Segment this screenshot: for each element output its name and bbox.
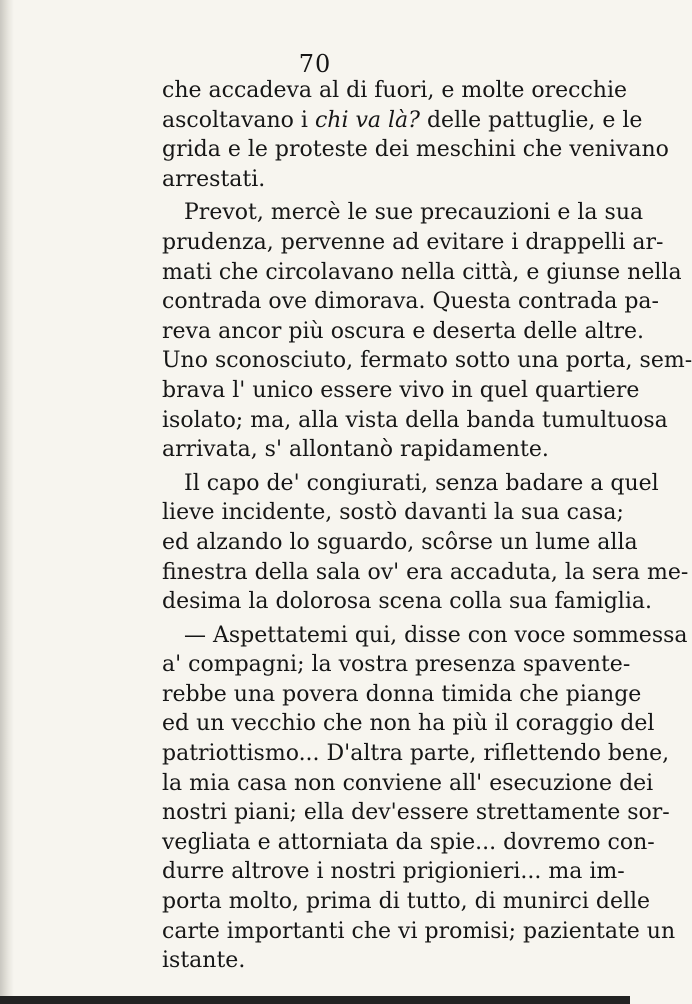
text-line: carte importanti che vi promisi; pazientate un	[162, 918, 676, 944]
text-line: brava l' unico essere vivo in quel quartiere	[162, 377, 640, 403]
text-line: durre altrove i nostri prigionieri... ma im-	[162, 859, 625, 885]
text-line: Prevot, mercè le sue precauzioni e la sua	[184, 200, 644, 226]
text-line: che accadeva al di fuori, e molte orecchie	[162, 78, 628, 103]
text-line: prudenza, pervenne ad evitare i drappelli ar-	[162, 229, 664, 255]
page-bottom-edge	[0, 996, 630, 1004]
text-line: la mia casa non conviene all' esecuzione dei	[162, 770, 654, 796]
text-line: lieve incidente, sostò davanti la sua casa;	[162, 500, 624, 526]
text-line: a' compagni; la vostra presenza spavente-	[162, 652, 631, 678]
page-body-text	[162, 76, 692, 976]
italic-phrase: chi va là?	[314, 107, 420, 133]
text-line: patriottismo... D'altra parte, riflettendo bene,	[162, 741, 670, 767]
page-binding-edge	[0, 0, 14, 1004]
text-line: reva ancor più oscura e deserta delle altre.	[162, 318, 644, 344]
text-line: finestra della sala ov' era accaduta, la sera me-	[162, 559, 689, 585]
text-line: Uno sconosciuto, fermato sotto una porta, sem-	[162, 348, 692, 374]
text-line: ed un vecchio che non ha più il coraggio del	[162, 711, 655, 737]
text-line: — Aspettatemi qui, disse con voce sommessa	[184, 622, 688, 648]
text-line: desima la dolorosa scena colla sua famiglia.	[162, 589, 652, 615]
text-line: ascoltavano i chi va là? delle pattuglie, e le	[162, 107, 643, 133]
text-line: vegliata e attorniata da spie... dovremo con-	[162, 829, 655, 855]
text-line: arrivata, s' allontanò rapidamente.	[162, 437, 549, 463]
text-line: mati che circolavano nella città, e giunse nella	[162, 259, 682, 285]
text-line: ed alzando lo sguardo, scôrse un lume alla	[162, 529, 638, 555]
text-line: rebbe una povera donna timida che piange	[162, 681, 642, 707]
text-line: isolato; ma, alla vista della banda tumultuosa	[162, 407, 668, 433]
text-line: contrada ove dimorava. Questa contrada pa-	[162, 289, 659, 315]
text-line: grida e le proteste dei meschini che venivano	[162, 137, 669, 163]
text-line: istante.	[162, 948, 246, 974]
page-number: 70	[298, 50, 332, 78]
text-line: nostri piani; ella dev'essere strettamente sor-	[162, 800, 670, 826]
text-line: arrestati.	[162, 166, 266, 192]
text-line: porta molto, prima di tutto, di munirci delle	[162, 889, 651, 915]
text-line: Il capo de' congiurati, senza badare a quel	[184, 470, 659, 496]
